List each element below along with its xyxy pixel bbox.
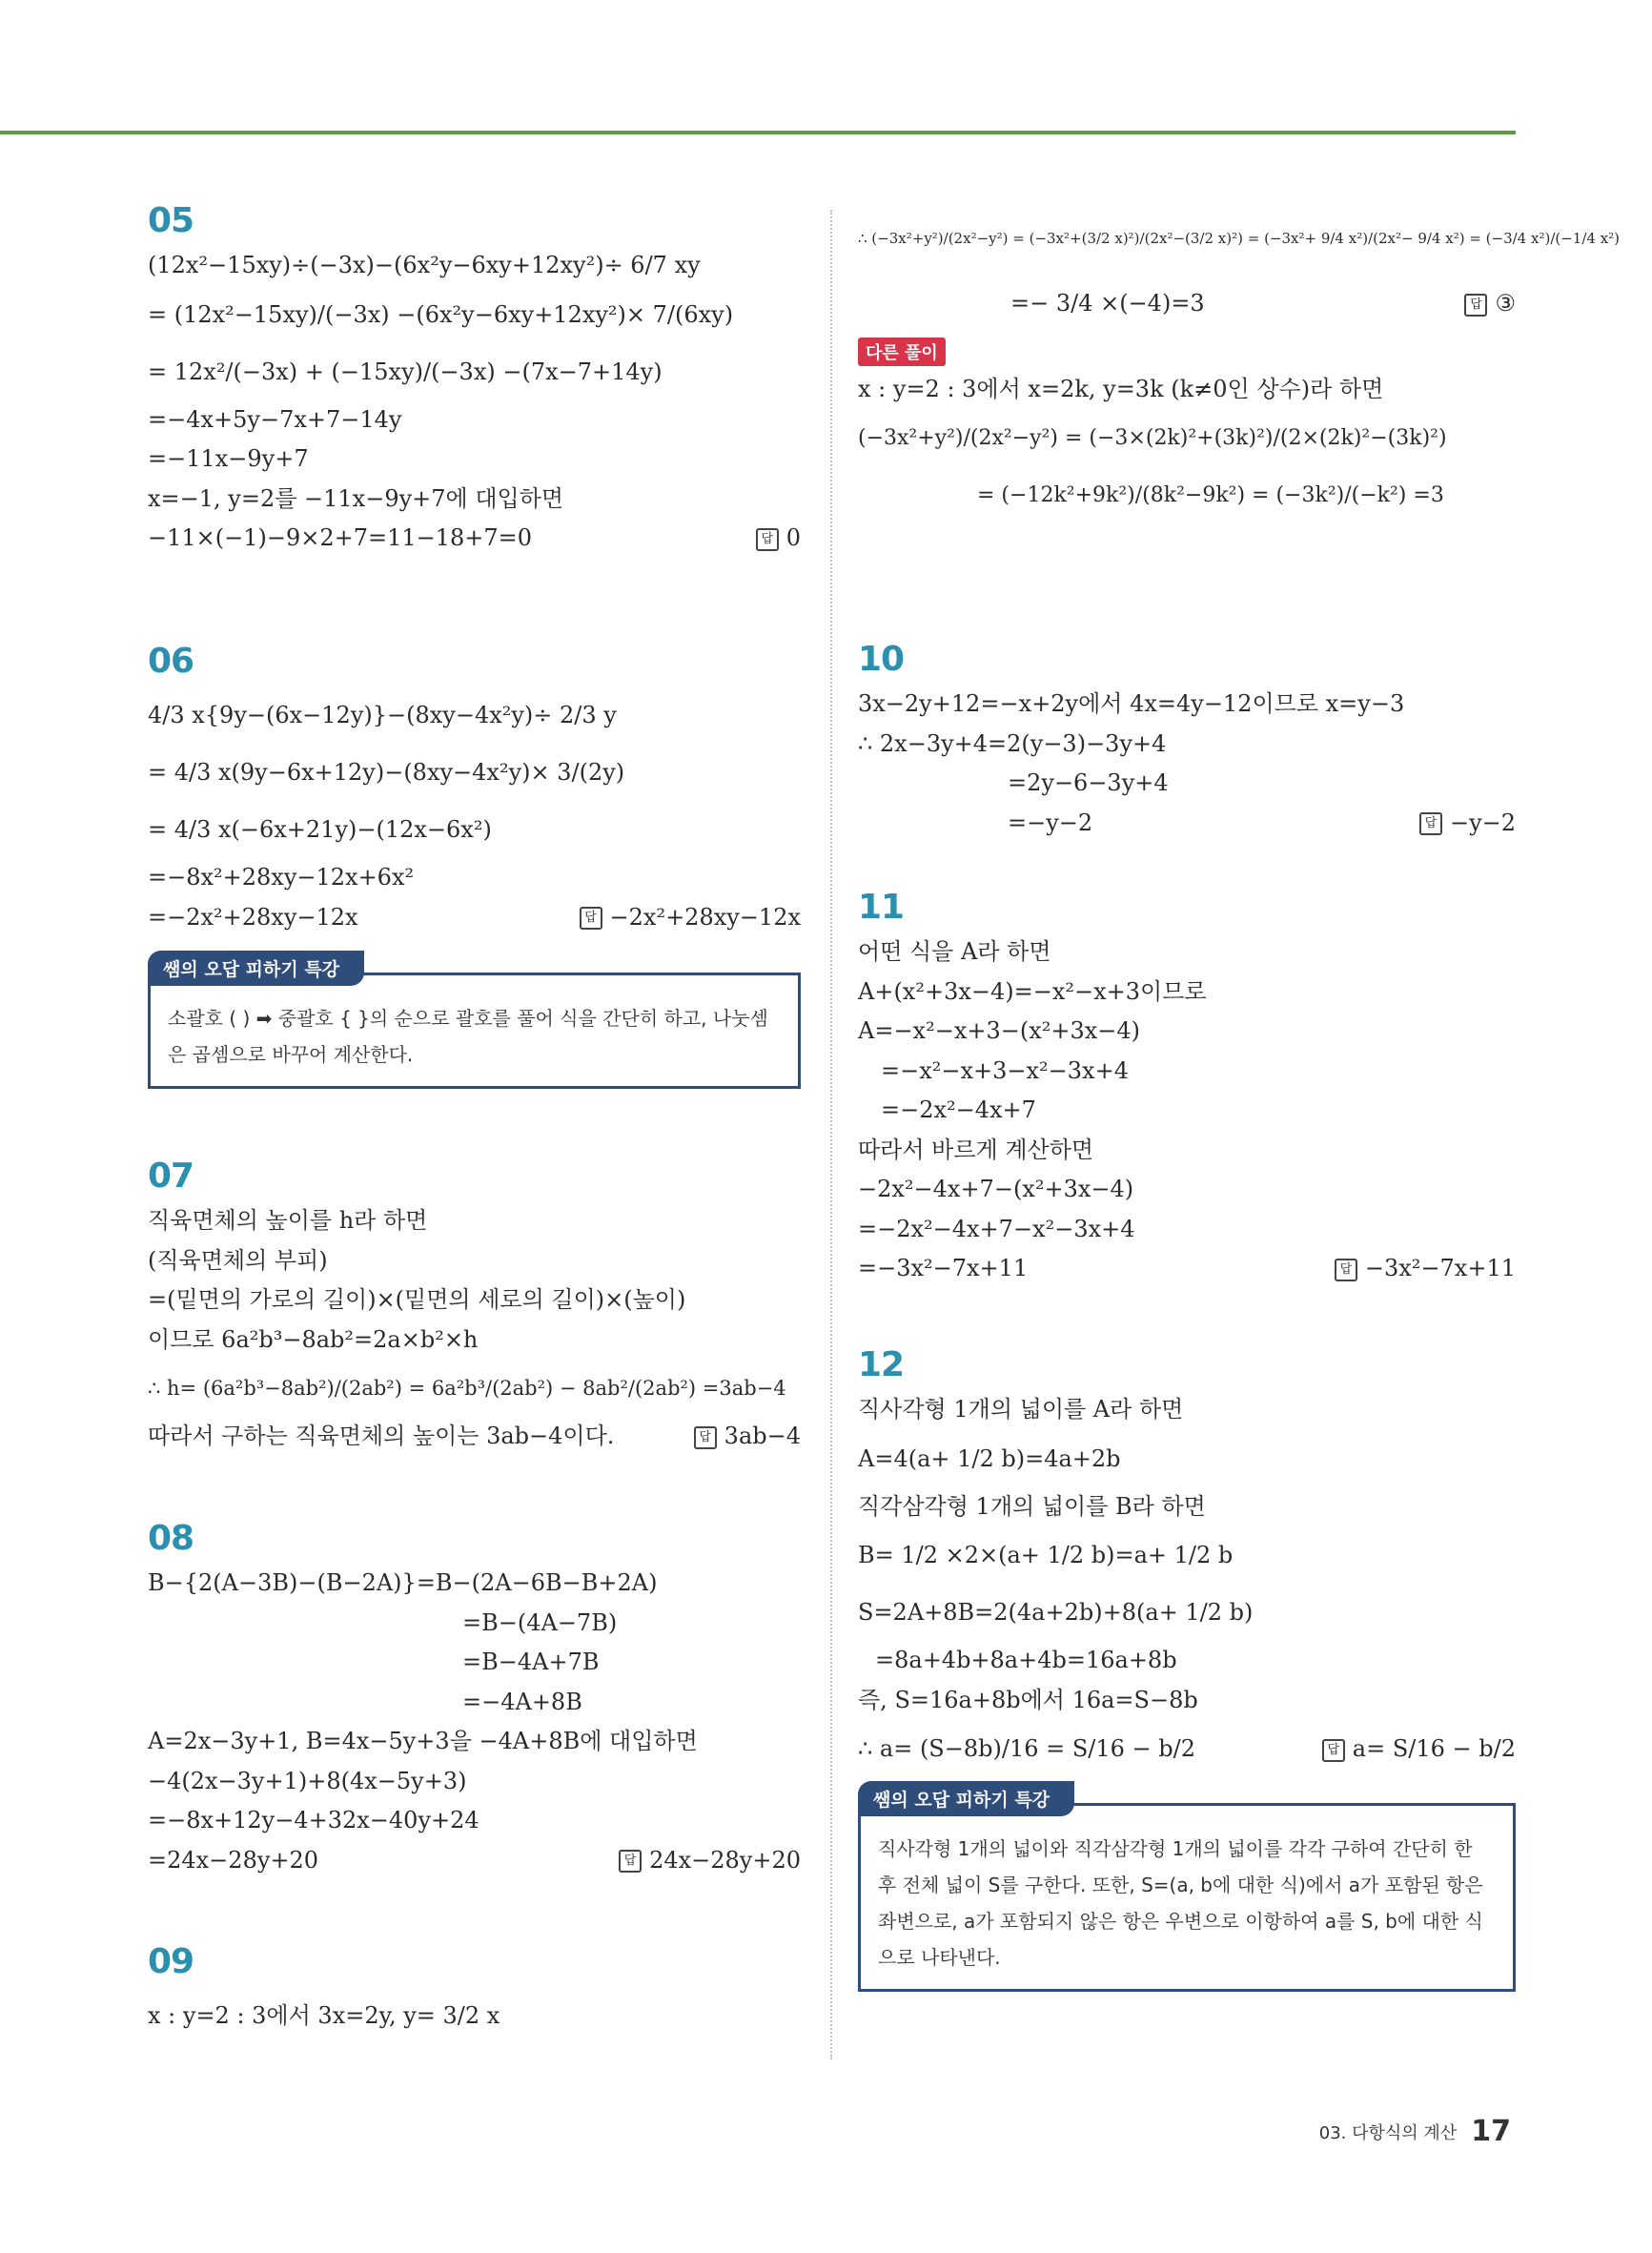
solution-line: =2y−6−3y+4 bbox=[1008, 769, 1169, 796]
answer-value: 3ab−4 bbox=[724, 1423, 801, 1449]
solution-line: S=2A+8B=2(4a+2b)+8(a+ 1/2 b) bbox=[858, 1599, 1254, 1626]
page-footer bbox=[1319, 2115, 1511, 2148]
tip-title: 쌤의 오답 피하기 특강 bbox=[858, 1781, 1074, 1816]
answer-row bbox=[858, 804, 1516, 844]
solution-line: 즉, S=16a+8b에서 16a=S−8b bbox=[858, 1686, 1198, 1713]
answer-row bbox=[148, 898, 801, 938]
answer-row bbox=[148, 1417, 801, 1457]
problem-number: 05 bbox=[148, 201, 194, 240]
solution-line: =− 3/4 ×(−4)=3 bbox=[1010, 290, 1205, 317]
answer-row bbox=[148, 1841, 801, 1881]
answer-icon: 답 bbox=[1335, 1259, 1357, 1281]
answer-icon: 답 bbox=[1322, 1739, 1345, 1762]
problem-07 bbox=[148, 1156, 801, 1518]
tip-box bbox=[148, 951, 801, 1089]
solution-line: 어떤 식을 A라 하면 bbox=[858, 938, 1051, 965]
solution-line: =−x²−x+3−x²−3x+4 bbox=[881, 1056, 1129, 1084]
solution-line: =−y−2 bbox=[1008, 809, 1093, 836]
solution-line: B−{2(A−3B)−(B−2A)}=B−(2A−6B−B+2A) bbox=[148, 1569, 658, 1596]
solution-line: (12x²−15xy)÷(−3x)−(6x²y−6xy+12xy²)÷ 6/7 xy bbox=[148, 252, 701, 278]
solution-line: =−2x²−4x+7 bbox=[881, 1096, 1036, 1123]
solution-line: =−8x+12y−4+32x−40y+24 bbox=[148, 1807, 479, 1833]
problem-number: 11 bbox=[858, 888, 905, 927]
problem-10 bbox=[858, 639, 1516, 877]
answer bbox=[619, 1841, 801, 1881]
tip-text: 소괄호 ( ) ➡ 중괄호 { }의 순으로 괄호를 풀어 식을 간단히 하고, 나눗셈은 곱셈으로 바꾸어 계산한다. bbox=[148, 973, 801, 1089]
solution-line: A+(x²+3x−4)=−x²−x+3이므로 bbox=[858, 977, 1207, 1005]
answer-value: a= S/16 − b/2 bbox=[1352, 1735, 1516, 1762]
answer-value: 0 bbox=[785, 524, 801, 551]
solution-line: =−2x²+28xy−12x bbox=[148, 903, 358, 931]
solution-line: = 4/3 x(9y−6x+12y)−(8xy−4x²y)× 3/(2y) bbox=[148, 759, 625, 786]
solution-line: 3x−2y+12=−x+2y에서 4x=4y−12이므로 x=y−3 bbox=[858, 690, 1405, 717]
problem-09-start bbox=[148, 1941, 801, 2044]
problem-number: 09 bbox=[148, 1942, 194, 1981]
answer-row bbox=[148, 519, 801, 559]
column-divider bbox=[830, 210, 832, 2059]
problem-number: 06 bbox=[148, 642, 194, 681]
problem-08 bbox=[148, 1518, 801, 1918]
solution-line: = 4/3 x(−6x+21y)−(12x−6x²) bbox=[148, 816, 492, 843]
problem-05 bbox=[148, 200, 801, 629]
left-column bbox=[148, 200, 801, 2044]
answer-icon: 답 bbox=[619, 1850, 642, 1873]
answer-row bbox=[858, 1249, 1516, 1289]
answer-icon: 답 bbox=[694, 1426, 717, 1449]
solution-line: B= 1/2 ×2×(a+ 1/2 b)=a+ 1/2 b bbox=[858, 1542, 1234, 1568]
solution-line: 4/3 x{9y−(6x−12y)}−(8xy−4x²y)÷ 2/3 y bbox=[148, 702, 617, 728]
answer-value: −y−2 bbox=[1449, 809, 1516, 836]
solution-line: −4(2x−3y+1)+8(4x−5y+3) bbox=[148, 1767, 467, 1794]
answer-value: −3x²−7x+11 bbox=[1364, 1255, 1516, 1281]
tip-text: 직사각형 1개의 넓이와 직각삼각형 1개의 넓이를 각각 구하여 간단히 한 후 전체 넓이 S를 구한다. 또한, S=(a, b에 대한 식)에서 a가 포함된 항은 좌변으로, a가 포함되지 않은 항은 우변으로 이항하여 a를 S, b에 대한 식으로 나타낸다. bbox=[858, 1803, 1516, 1992]
problem-number: 12 bbox=[858, 1345, 905, 1384]
solution-line: −2x²−4x+7−(x²+3x−4) bbox=[858, 1176, 1134, 1202]
problem-number: 07 bbox=[148, 1157, 194, 1196]
solution-line: =B−(4A−7B) bbox=[462, 1608, 618, 1636]
solution-line: (−3x²+y²)/(2x²−y²) = (−3×(2k)²+(3k)²)/(2×(2k)²−(3k)²) bbox=[858, 425, 1447, 450]
solution-line: = (−12k²+9k²)/(8k²−9k²) = (−3k²)/(−k²) =3 bbox=[977, 482, 1444, 507]
solution-line: =−4x+5y−7x+7−14y bbox=[148, 405, 402, 433]
solution-line: 이므로 6a²b³−8ab²=2a×b²×h bbox=[148, 1325, 479, 1353]
answer-row bbox=[858, 1720, 1516, 1777]
solution-line: =−2x²−4x+7−x²−3x+4 bbox=[858, 1215, 1135, 1242]
answer bbox=[694, 1417, 801, 1457]
solution-line: 따라서 바르게 계산하면 bbox=[858, 1136, 1094, 1163]
alternative-solution-tag: 다른 풀이 bbox=[858, 338, 946, 366]
answer bbox=[1419, 804, 1516, 844]
problem-09-continued bbox=[858, 200, 1621, 620]
solution-line: =8a+4b+8a+4b=16a+8b bbox=[875, 1647, 1177, 1673]
solution-line: ∴ 2x−3y+4=2(y−3)−3y+4 bbox=[858, 729, 1167, 757]
solution-line: A=−x²−x+3−(x²+3x−4) bbox=[858, 1017, 1141, 1044]
page-number: 17 bbox=[1471, 2115, 1511, 2148]
solution-line: =24x−28y+20 bbox=[148, 1846, 319, 1874]
answer-icon: 답 bbox=[1464, 294, 1487, 317]
answer bbox=[1464, 277, 1516, 330]
answer-value: −2x²+28xy−12x bbox=[609, 903, 801, 931]
solution-line: =−8x²+28xy−12x+6x² bbox=[148, 864, 415, 891]
tip-title: 쌤의 오답 피하기 특강 bbox=[148, 951, 364, 986]
solution-line: x=−1, y=2를 −11x−9y+7에 대입하면 bbox=[148, 484, 564, 512]
top-accent-bar bbox=[0, 131, 1516, 134]
solution-line: =−11x−9y+7 bbox=[148, 445, 309, 472]
answer-value: ③ bbox=[1495, 290, 1516, 317]
solution-line: ∴ a= (S−8b)/16 = S/16 − b/2 bbox=[858, 1735, 1195, 1762]
answer-icon: 답 bbox=[1419, 812, 1442, 835]
answer-icon: 답 bbox=[756, 528, 779, 551]
answer-row bbox=[858, 277, 1516, 330]
solution-line: =(밑면의 가로의 길이)×(밑면의 세로의 길이)×(높이) bbox=[148, 1286, 686, 1313]
problem-number: 08 bbox=[148, 1519, 194, 1558]
answer bbox=[756, 519, 801, 559]
problem-12 bbox=[858, 1344, 1516, 1992]
solution-line: =B−4A+7B bbox=[462, 1649, 600, 1675]
solution-line: =−3x²−7x+11 bbox=[858, 1255, 1029, 1281]
answer bbox=[580, 898, 801, 938]
solution-line: 직육면체의 높이를 h라 하면 bbox=[148, 1207, 428, 1234]
solution-line: x : y=2 : 3에서 x=2k, y=3k (k≠0인 상수)라 하면 bbox=[858, 376, 1384, 402]
solution-line: ∴ h= (6a²b³−8ab²)/(2ab²) = 6a²b³/(2ab²) − 8ab²/(2ab²) =3ab−4 bbox=[148, 1377, 786, 1400]
tip-box bbox=[858, 1781, 1516, 1992]
problem-06 bbox=[148, 641, 801, 1156]
solution-line: = (12x²−15xy)/(−3x) −(6x²y−6xy+12xy²)× 7/(6xy) bbox=[148, 300, 734, 328]
solution-line: ∴ (−3x²+y²)/(2x²−y²) = (−3x²+(3/2 x)²)/(2x²−(3/2 x)²) = (−3x²+ 9/4 x²)/(2x²− 9/4 x²) = (−3/4 x²)/(−1/4 x²) bbox=[858, 230, 1621, 247]
answer-icon: 답 bbox=[580, 907, 602, 930]
solution-line: 따라서 구하는 직육면체의 높이는 3ab−4이다. bbox=[148, 1423, 615, 1449]
solution-line: A=4(a+ 1/2 b)=4a+2b bbox=[858, 1444, 1121, 1472]
right-column bbox=[858, 200, 1621, 1992]
problem-number: 10 bbox=[858, 640, 905, 679]
answer bbox=[1335, 1249, 1516, 1289]
solution-line: A=2x−3y+1, B=4x−5y+3을 −4A+8B에 대입하면 bbox=[148, 1728, 698, 1754]
solution-line: (직육면체의 부피) bbox=[148, 1246, 328, 1274]
solution-line: 직각삼각형 1개의 넓이를 B라 하면 bbox=[858, 1492, 1206, 1520]
solution-line: = 12x²/(−3x) + (−15xy)/(−3x) −(7x−7+14y) bbox=[148, 358, 663, 385]
solution-line: x : y=2 : 3에서 3x=2y, y= 3/2 x bbox=[148, 2002, 500, 2029]
solution-line: −11×(−1)−9×2+7=11−18+7=0 bbox=[148, 524, 533, 551]
answer-value: 24x−28y+20 bbox=[649, 1846, 801, 1874]
problem-11 bbox=[858, 887, 1516, 1325]
solution-line: =−4A+8B bbox=[462, 1688, 582, 1715]
solution-line: 직사각형 1개의 넓이를 A라 하면 bbox=[858, 1396, 1184, 1423]
answer bbox=[1322, 1720, 1516, 1777]
chapter-title: 03. 다항식의 계산 bbox=[1318, 2122, 1458, 2143]
